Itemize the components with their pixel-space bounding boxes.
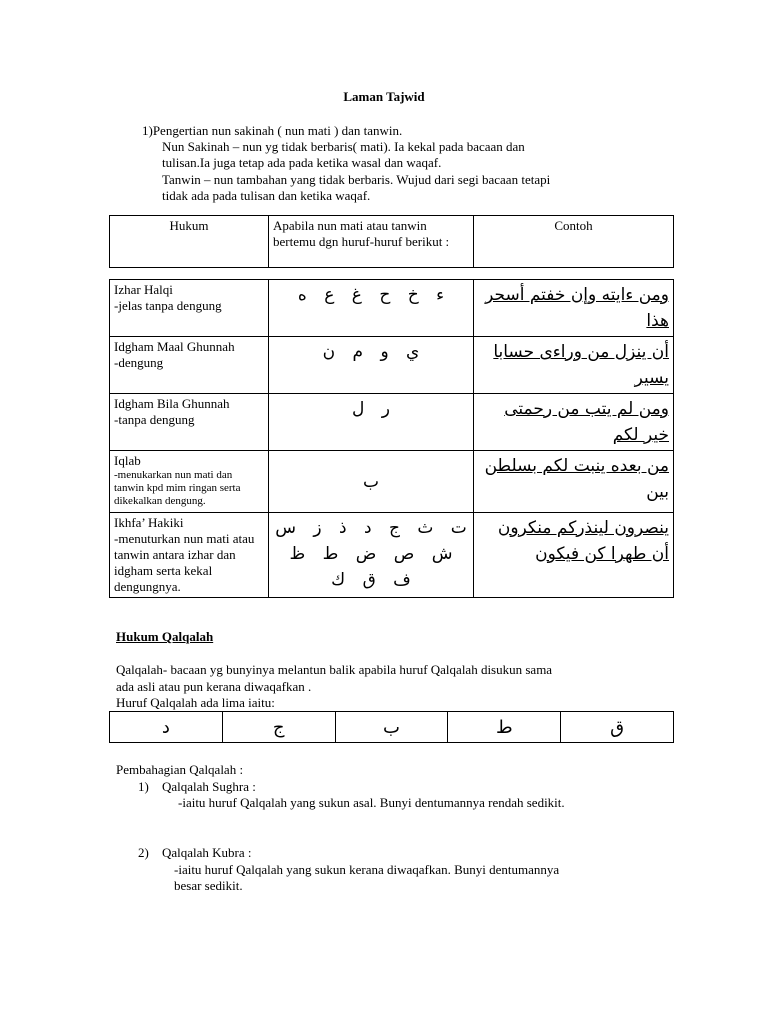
rule-letters: ء خ ح غ ع ه: [269, 280, 474, 337]
intro-line: tidak ada pada tulisan dan ketika waqaf.: [162, 188, 371, 203]
item-description: -iaitu huruf Qalqalah yang sukun kerana diwaqafkan. Bunyi dentumannya: [174, 862, 560, 877]
rule-name: Idgham Bila Ghunnah: [114, 396, 230, 411]
rule-row-ikhfa: [110, 513, 674, 598]
qalqalah-definition: Qalqalah- bacaan yg bunyinya melantun balik apabila huruf Qalqalah disukun sama: [116, 662, 553, 677]
rule-name: Idgham Maal Ghunnah: [114, 339, 235, 354]
qalqalah-letter: د: [110, 712, 223, 743]
item-number: 1): [138, 779, 149, 794]
rule-letters: ر ل: [269, 394, 474, 451]
qalqalah-letter: ط: [448, 712, 561, 743]
header-contoh: Contoh: [474, 216, 674, 268]
header-table: [109, 215, 674, 268]
page-title: Laman Tajwid: [343, 89, 425, 104]
rule-row-idgham-bila-ghunnah: [110, 394, 674, 451]
header-apabila: Apabila nun mati atau tanwin bertemu dgn huruf-huruf berikut :: [269, 216, 474, 268]
qalqalah-heading: Hukum Qalqalah: [116, 629, 214, 644]
intro-heading: 1)Pengertian nun sakinah ( nun mati ) dan tanwin.: [142, 123, 403, 138]
rule-desc: -menuturkan nun mati atau tanwin antara izhar dan idgham serta kekal dengungnya.: [114, 531, 255, 594]
item-description: besar sedikit.: [174, 878, 243, 893]
rule-name-cell: [110, 394, 269, 451]
rule-example: ومن ءايته وإن خفتم أسحر هذا: [474, 280, 674, 337]
rule-letters: ت ث ج د ذ ز س ش ص ض ط ظ ف ق ك: [269, 513, 474, 598]
rule-example: أن ينزل من وراءى حسابا يسير: [474, 337, 674, 394]
item-number: 2): [138, 845, 149, 860]
rule-letters: ي و م ن: [269, 337, 474, 394]
rules-table: [109, 279, 674, 598]
division-heading: Pembahagian Qalqalah :: [116, 762, 244, 777]
qalqalah-letters-intro: Huruf Qalqalah ada lima iaitu:: [116, 695, 275, 710]
rule-name: Ikhfa’ Hakiki: [114, 515, 184, 530]
intro-line: tulisan.Ia juga tetap ada pada ketika wasal dan waqaf.: [162, 155, 442, 170]
rule-desc: -jelas tanpa dengung: [114, 298, 222, 313]
rule-name: Iqlab: [114, 453, 141, 468]
rule-example: ينصرون لينذركم منكرون أن طهرا كن فيكون: [474, 513, 674, 598]
rule-row-izhar: [110, 280, 674, 337]
rule-letters: ب: [269, 451, 474, 513]
item-title: Qalqalah Sughra :: [162, 779, 256, 794]
qalqalah-definition: ada asli atau pun kerana diwaqafkan .: [116, 679, 312, 694]
qalqalah-letters-table: [109, 711, 674, 743]
rule-desc: -dengung: [114, 355, 164, 370]
rule-name-cell: [110, 337, 269, 394]
header-hukum: Hukum: [110, 216, 269, 268]
rule-row-idgham-maal-ghunnah: [110, 337, 674, 394]
item-title: Qalqalah Kubra :: [162, 845, 252, 860]
rule-row-iqlab: [110, 451, 674, 513]
rule-name-cell: [110, 513, 269, 598]
rule-example: من بعده ينبت لكم بسلطن بين: [474, 451, 674, 513]
rule-desc: -menukarkan nun mati dan tanwin kpd mim ringan serta dikekalkan dengung.: [114, 469, 241, 507]
rule-desc: -tanpa dengung: [114, 412, 195, 427]
rule-name-cell: [110, 451, 269, 513]
qalqalah-letter: ق: [561, 712, 674, 743]
rule-example: ومن لم يتب من رحمتى خير لكم: [474, 394, 674, 451]
intro-line: Tanwin – nun tambahan yang tidak berbaris. Wujud dari segi bacaan tetapi: [162, 172, 551, 187]
item-description: -iaitu huruf Qalqalah yang sukun asal. Bunyi dentumannya rendah sedikit.: [178, 795, 565, 810]
rule-name: Izhar Halqi: [114, 282, 173, 297]
qalqalah-letter: ج: [222, 712, 335, 743]
rule-name-cell: [110, 280, 269, 337]
qalqalah-letter: ب: [335, 712, 448, 743]
intro-line: Nun Sakinah – nun yg tidak berbaris( mati). Ia kekal pada bacaan dan: [162, 139, 525, 154]
